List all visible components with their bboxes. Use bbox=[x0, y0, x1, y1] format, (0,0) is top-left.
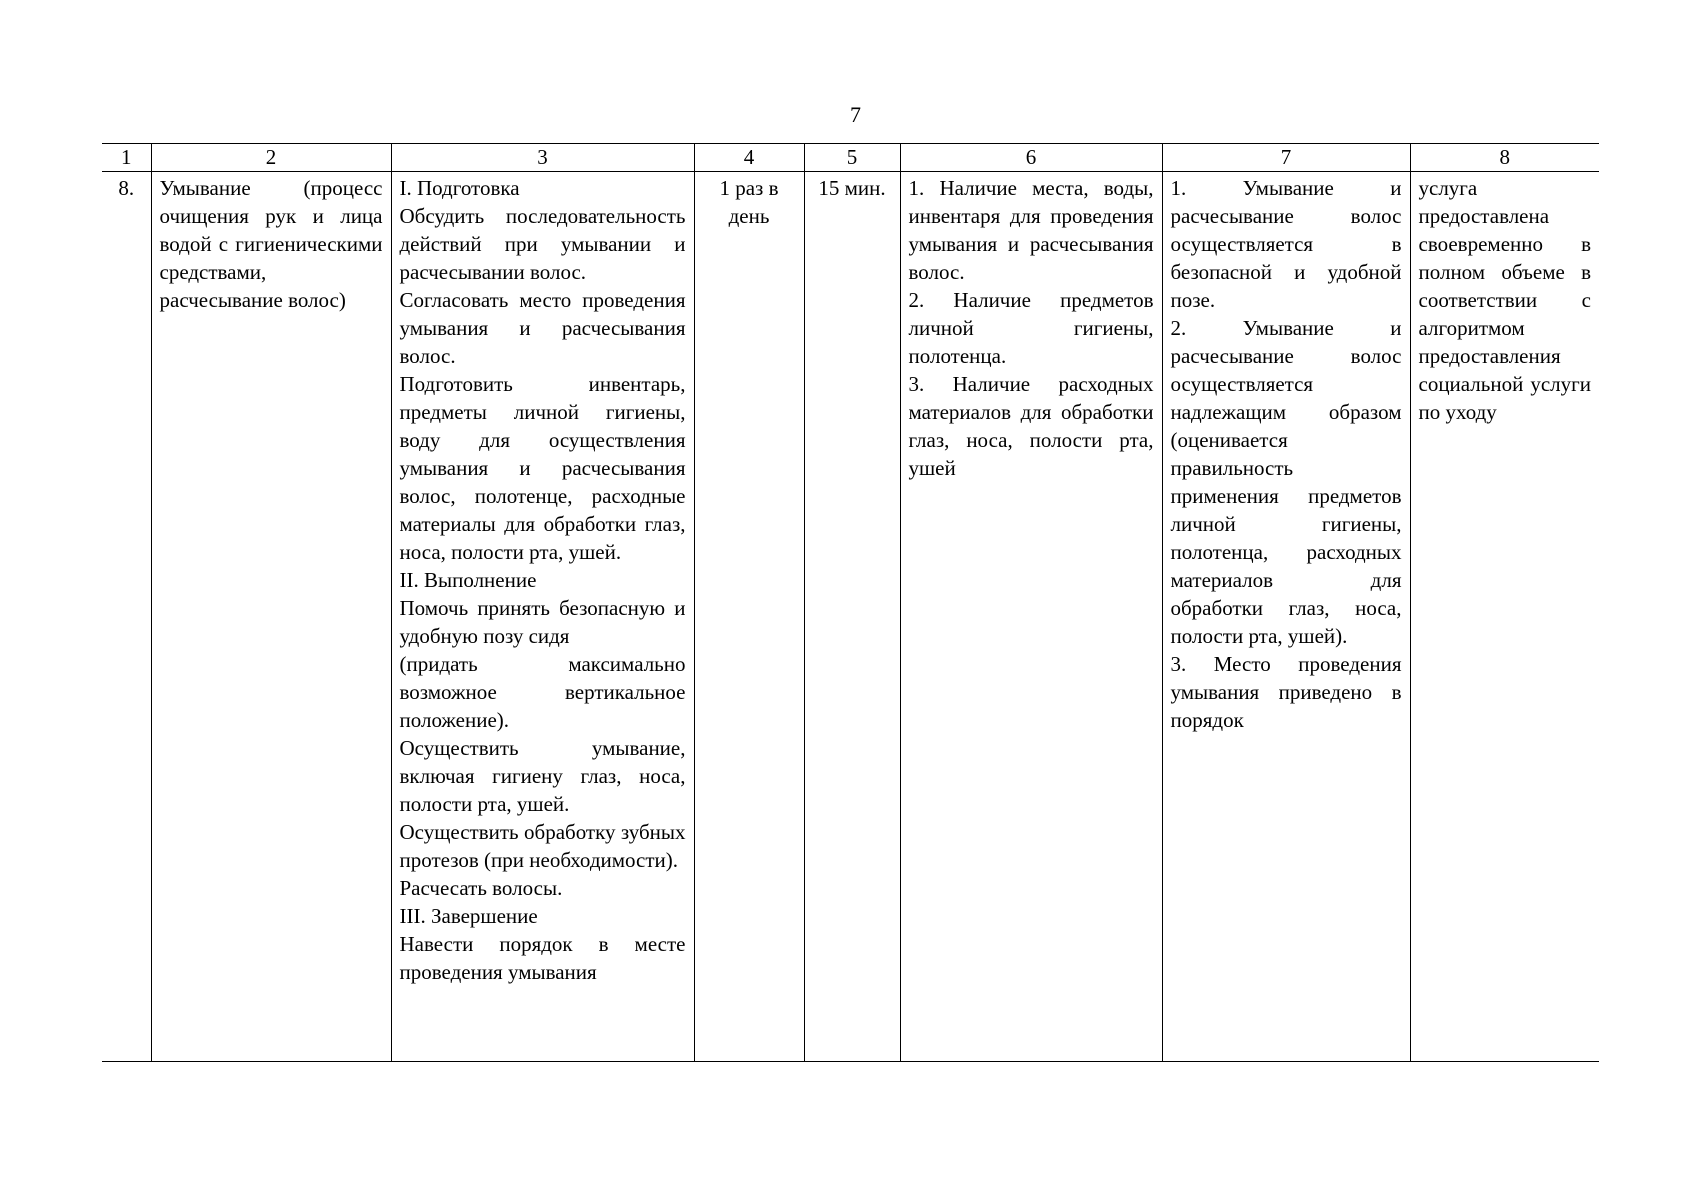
procedure-line: Навести порядок в месте проведения умывания bbox=[399, 932, 686, 984]
condition-item: 1. Наличие места, воды, инвентаря для проведения умывания и расчесывания волос. bbox=[908, 176, 1154, 284]
header-col-3: 3 bbox=[391, 144, 694, 172]
procedure-line: Расчесать волосы. bbox=[399, 876, 563, 900]
page-number: 7 bbox=[850, 102, 861, 127]
header-col-7: 7 bbox=[1162, 144, 1410, 172]
header-col-6: 6 bbox=[900, 144, 1162, 172]
procedure-line: Обсудить последовательность действий при умывании и расчесывании волос. bbox=[399, 204, 686, 284]
quality-item: 2. Умывание и расчесывание волос осуществляется надлежащим образом (оценивается правильность применения предметов личной гигиены, полотенца, расходных материалов для обработки глаз, носа, полости рта, ушей). bbox=[1170, 316, 1402, 648]
procedure-line: (придать максимально возможное вертикальное положение). bbox=[399, 652, 686, 732]
procedure-cell bbox=[391, 172, 694, 1062]
header-col-8: 8 bbox=[1410, 144, 1599, 172]
result-cell: услуга предоставлена своевременно в полном объеме в соответствии с алгоритмом предоставления социальной услуги по уходу bbox=[1410, 172, 1599, 1062]
procedure-line: Осуществить обработку зубных протезов (при необходимости). bbox=[399, 820, 686, 872]
header-col-1: 1 bbox=[102, 144, 151, 172]
quality-cell bbox=[1162, 172, 1410, 1062]
quality-item: 3. Место проведения умывания приведено в порядок bbox=[1170, 652, 1402, 732]
frequency: 1 раз в день bbox=[694, 172, 804, 1062]
condition-item: 2. Наличие предметов личной гигиены, полотенца. bbox=[908, 288, 1154, 368]
header-col-2: 2 bbox=[151, 144, 391, 172]
procedure-line: III. Завершение bbox=[399, 904, 538, 928]
header-col-4: 4 bbox=[694, 144, 804, 172]
procedure-line: Осуществить умывание, включая гигиену глаз, носа, полости рта, ушей. bbox=[399, 736, 686, 816]
procedure-line: Подготовить инвентарь, предметы личной гигиены, воду для осуществления умывания и расчесывания волос, полотенце, расходные материалы для обработки глаз, носа, полости рта, ушей. bbox=[399, 372, 686, 564]
procedure-line: Помочь принять безопасную и удобную позу сидя bbox=[399, 596, 686, 648]
condition-item: 3. Наличие расходных материалов для обработки глаз, носа, полости рта, ушей bbox=[908, 372, 1154, 480]
header-row bbox=[102, 144, 1599, 172]
row-number: 8. bbox=[102, 172, 151, 1062]
procedure-line: II. Выполнение bbox=[399, 568, 537, 592]
duration: 15 мин. bbox=[804, 172, 900, 1062]
table-row bbox=[102, 172, 1599, 1062]
header-col-5: 5 bbox=[804, 144, 900, 172]
service-name: Умывание (процесс очищения рук и лица водой с гигиеническими средствами, расчесывание волос) bbox=[151, 172, 391, 1062]
quality-item: 1. Умывание и расчесывание волос осуществляется в безопасной и удобной позе. bbox=[1170, 176, 1402, 312]
conditions-cell bbox=[900, 172, 1162, 1062]
procedure-line: Согласовать место проведения умывания и расчесывания волос. bbox=[399, 288, 686, 368]
service-table bbox=[102, 143, 1599, 1062]
procedure-line: I. Подготовка bbox=[399, 176, 520, 200]
